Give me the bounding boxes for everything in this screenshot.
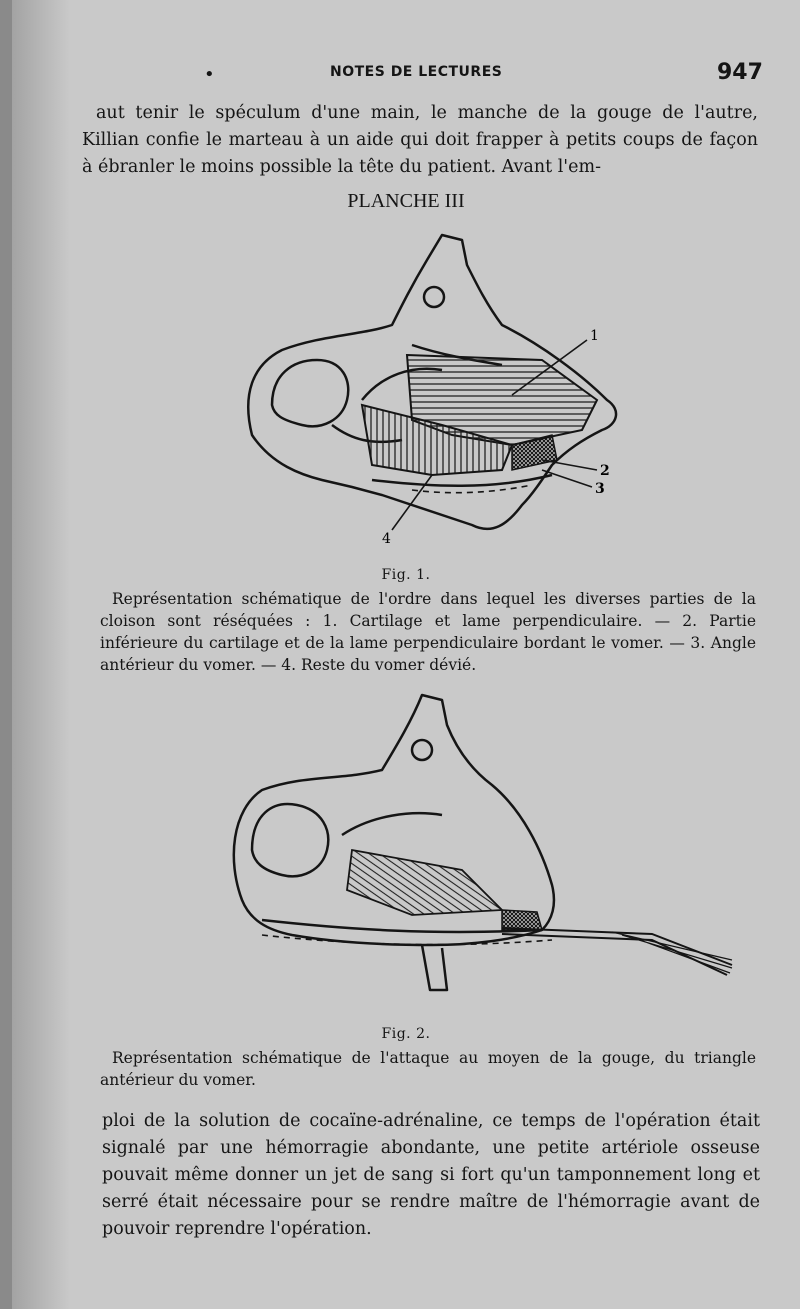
page-number: 947 (717, 60, 763, 85)
book-page (12, 0, 800, 1309)
fig1-callout-3: 3 (595, 481, 605, 497)
figure-1-caption: Représentation schématique de l'ordre dans lequel les diverses parties de la cloison sont réséquées : 1. Cartilage et lame perpendiculaire. — 2. Partie inférieure du cartilage et de la lame perpendiculaire bordant le vomer. — 3. Angle antérieur du vomer. — 4. Reste du vomer dévié. (100, 590, 756, 674)
figure-2-label: Fig. 2. (381, 1026, 431, 1042)
figure-1-label: Fig. 1. (381, 567, 431, 583)
figure-2-illustration (172, 690, 742, 1010)
fig1-callout-1: 1 (590, 328, 599, 344)
running-title: NOTES DE LECTURES (330, 64, 503, 80)
running-header (12, 60, 800, 90)
body-paragraph-bottom: ploi de la solution de cocaïne-adrénaline, ce temps de l'opération était signalé par une hémorragie abondante, une petite artériole osseuse pouvait même donner un jet de sang si fort qu'un tamponnement long et serré était nécessaire pour se rendre maître de l'hémorragie avant de pouvoir reprendre l'opération. (102, 1111, 760, 1239)
figure-1-illustration (212, 225, 632, 565)
plate-title: PLANCHE III (347, 190, 465, 212)
fig1-callout-2: 2 (600, 463, 610, 479)
figure-2-caption: Représentation schématique de l'attaque au moyen de la gouge, du triangle antérieur du vomer. (100, 1049, 756, 1089)
header-bullet: • (204, 64, 215, 85)
body-paragraph-top: aut tenir le spéculum d'une main, le manche de la gouge de l'autre, Killian confie le marteau à un aide qui doit frapper à petits coups de façon à ébranler le moins possible la tête du patient. Avant l'em- (82, 103, 758, 177)
fig1-callout-4: 4 (382, 531, 391, 547)
